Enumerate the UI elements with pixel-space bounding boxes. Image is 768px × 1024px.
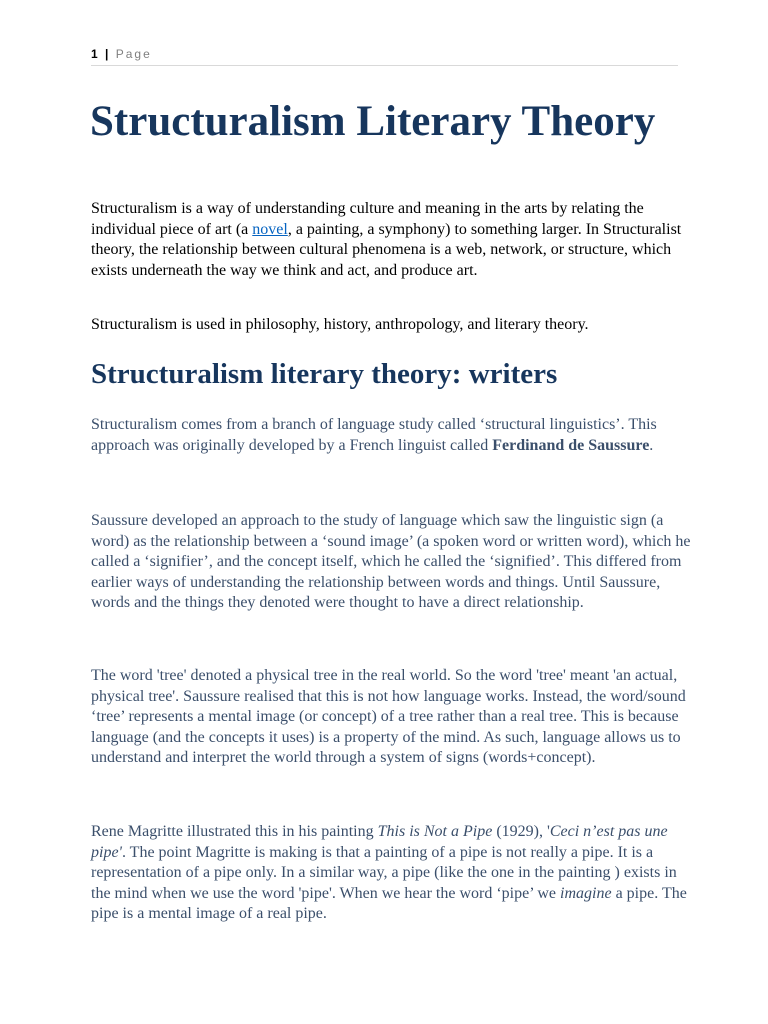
magritte-text-c: . The point Magritte is making is that a painting of a pipe is not really a pipe. It is a representation of a pipe only. In a similar way, a pipe (like the one in the painting ) exists in the mind when we use the word 'pipe'. When we hear the word ‘pipe’ we [91,843,677,902]
painting-french-title: Ceci n’est pas une pipe' [91,823,668,861]
magritte-paragraph [91,822,691,925]
page-label: Page [115,47,152,61]
imagine-emphasis: imagine [560,884,612,902]
page-number: 1 [91,47,98,61]
origin-paragraph [91,415,691,456]
intro-text-start: Structuralism is a way of understanding culture and meaning in the arts by relating the individual piece of art (a [91,200,644,238]
painting-title: This is Not a Pipe [377,823,493,840]
magritte-text-d: a pipe. The pipe is a mental image of a real pipe. [91,884,687,922]
document-title: Structuralism Literary Theory [90,98,656,145]
novel-link[interactable]: novel [252,220,288,238]
magritte-text-b: (1929), ' [492,823,550,840]
intro-text-end: , a painting, a symphony) to something larger. In Structuralist theory, the relationship between cultural phenomena is a web, network, or structure, which exists underneath the way we think and act, and produce art. [91,220,682,279]
usage-paragraph: Structuralism is used in philosophy, history, anthropology, and literary theory. [91,316,589,333]
origin-text: Structuralism comes from a branch of language study called ‘structural linguistics’. This approach was originally developed by a French linguist called [91,416,657,454]
origin-text-end: . [649,436,654,454]
header-separator: | [105,47,109,61]
tree-paragraph: The word 'tree' denoted a physical tree in the real world. So the word 'tree' meant 'an actual, physical tree'. Saussure realised that this is not how language works. Instead, the word/sound ‘tree’ represents a mental image (or concept) of a tree rather than a real tree. This is because language (and the concepts it uses) is a property of the mind. As such, language allows us to understand and interpret the world through a system of signs (words+concept). [91,667,686,766]
page-header [91,47,678,66]
saussure-name: Ferdinand de Saussure [492,436,650,454]
signifier-paragraph: Saussure developed an approach to the study of language which saw the linguistic sign (a word) as the relationship between a ‘sound image’ (a spoken word or written word), which he called a ‘signifier’, and the concept itself, which he called the ‘signified’. This differed from earlier ways of understanding the relationship between words and things. Until Saussure, words and the things they denoted were thought to have a direct relationship. [91,512,691,611]
intro-paragraph [91,199,691,281]
magritte-text-a: Rene Magritte illustrated this in his painting [91,823,378,840]
section-heading: Structuralism literary theory: writers [91,358,558,390]
